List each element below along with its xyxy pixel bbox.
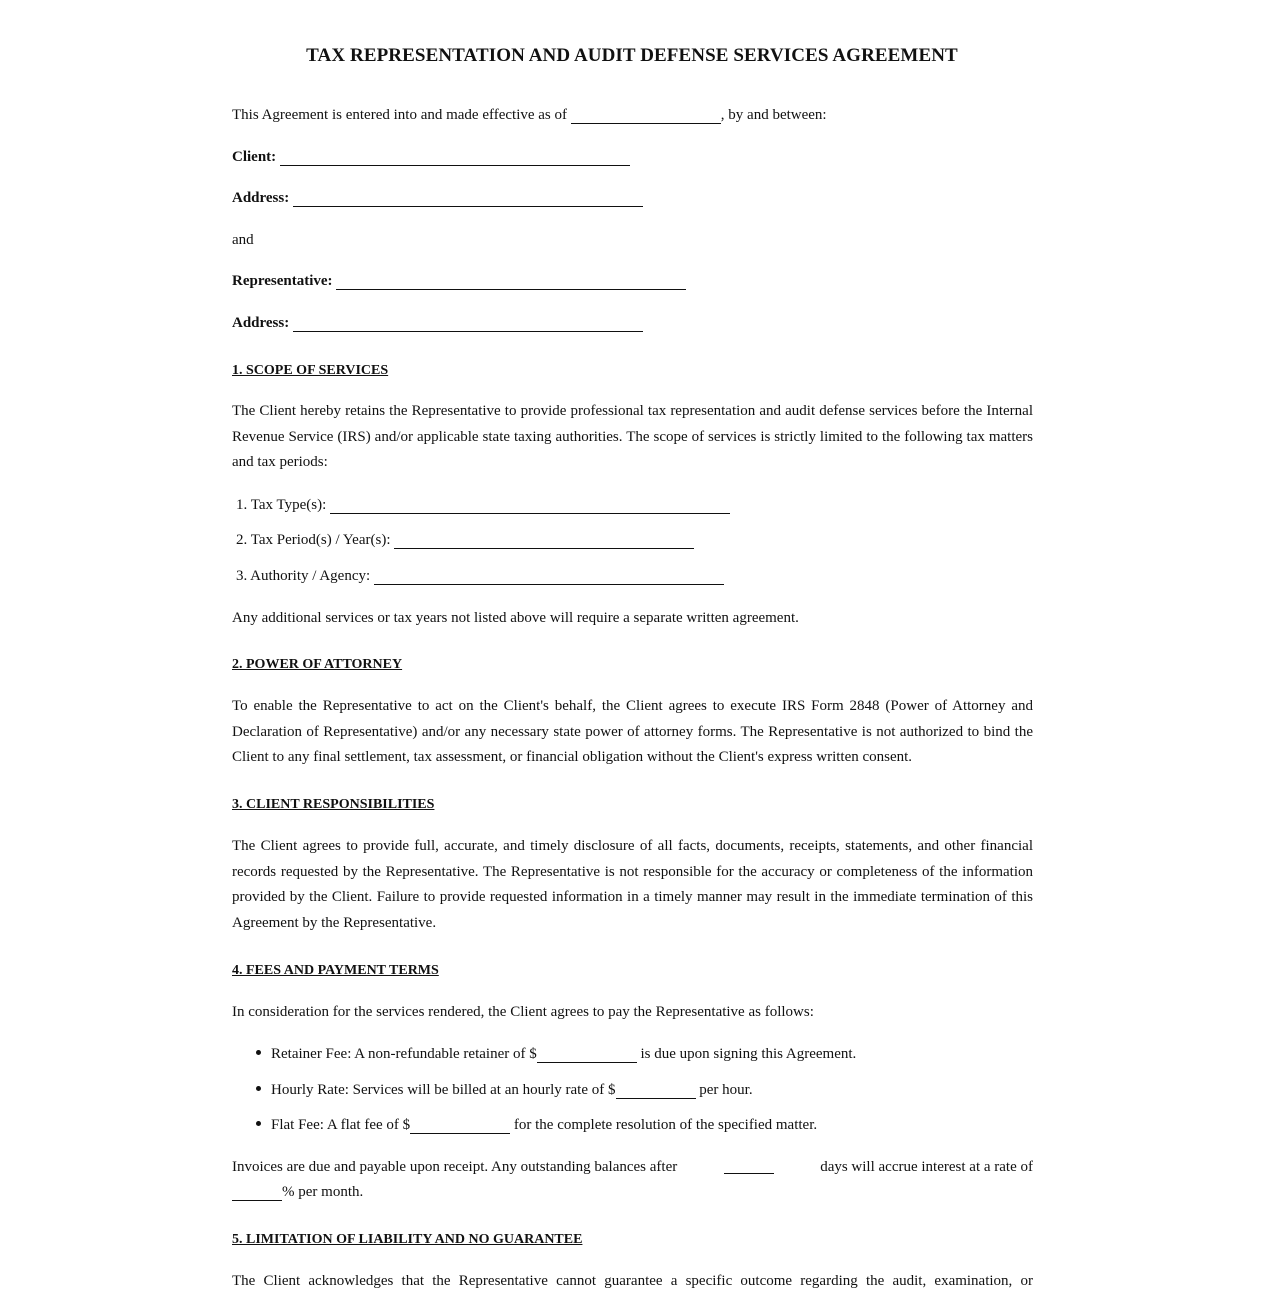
invoice-terms-text: Invoices are due and payable upon receipt. Any outstanding balances after <box>232 1159 678 1175</box>
representative-address-field[interactable] <box>293 315 643 332</box>
representative-line <box>232 271 686 291</box>
document-title: TAX REPRESENTATION AND AUDIT DEFENSE SERVICES AGREEMENT <box>306 45 958 66</box>
retainer-amount-field[interactable] <box>537 1046 637 1063</box>
representative-address-label: Address: <box>232 315 290 331</box>
invoice-terms-text-2: days will accrue interest at a rate of <box>820 1159 1033 1175</box>
list-item-tax-period <box>236 530 694 550</box>
list-item-label: 3. Authority / Agency: <box>236 568 371 584</box>
bullet-text: Hourly Rate: Services will be billed at an hourly rate of $ <box>271 1082 616 1098</box>
client-line <box>232 147 630 167</box>
bullet-flat-fee <box>256 1115 817 1135</box>
intro-line <box>232 105 827 125</box>
section-2-body: To enable the Representative to act on the Client's behalf, the Client agrees to execute IRS Form 2848 (Power of Attorney and Declaration of Representative) and/or any necessary state power of attorney forms. The Representative is not authorized to bind the Client to any final settlement, tax assessment, or financial obligation without the Client's express written consent. <box>232 698 1033 765</box>
tax-period-field[interactable] <box>394 532 694 549</box>
representative-label: Representative: <box>232 273 333 289</box>
section-5-body <box>232 1271 1033 1291</box>
client-label: Client: <box>232 149 277 165</box>
section-3-body: The Client agrees to provide full, accurate, and timely disclosure of all facts, documents, receipts, statements, and other financial records requested by the Representative. The Representative is not responsible for the accuracy or completeness of the information provided by the Client. Failure to provide requested information in a timely manner may result in the immediate termination of this Agreement by the Representative. <box>232 838 1033 931</box>
section-1-footer: Any additional services or tax years not listed above will require a separate written agreement. <box>232 610 799 626</box>
bullet-text-tail: for the complete resolution of the specified matter. <box>510 1117 818 1133</box>
intro-tail-text: , by and between: <box>720 107 827 123</box>
authority-field[interactable] <box>374 568 724 585</box>
list-item-label: 1. Tax Type(s): <box>236 497 327 513</box>
and-text: and <box>232 232 254 248</box>
section-4-body: In consideration for the services rendered, the Client agrees to pay the Representative as follows: <box>232 1004 814 1020</box>
section-1-body: The Client hereby retains the Representative to provide professional tax representation and audit defense services before the Internal Revenue Service (IRS) and/or applicable state taxing authorities. The scope of services is strictly limited to the following tax matters and tax periods: <box>232 403 1033 470</box>
tax-type-field[interactable] <box>330 497 730 514</box>
client-address-line <box>232 188 643 208</box>
intro-text: This Agreement is entered into and made effective as of <box>232 107 568 123</box>
bullet-retainer-fee <box>256 1044 856 1064</box>
invoice-terms-line-1 <box>232 1157 1033 1177</box>
bullet-text-tail: per hour. <box>695 1082 753 1098</box>
client-name-field[interactable] <box>280 149 630 166</box>
invoice-terms-text-3: % per month. <box>282 1184 364 1200</box>
client-address-field[interactable] <box>293 190 643 207</box>
bullet-hourly-rate <box>256 1080 753 1100</box>
section-5-text: The Client acknowledges that the Representative cannot guarantee a specific outcome regarding the audit, examination, or <box>232 1273 1033 1289</box>
bullet-icon <box>256 1050 261 1055</box>
list-item-authority <box>236 566 724 586</box>
flat-fee-field[interactable] <box>410 1117 510 1134</box>
bullet-text: Flat Fee: A flat fee of $ <box>271 1117 411 1133</box>
client-address-label: Address: <box>232 190 290 206</box>
days-field[interactable] <box>724 1157 774 1174</box>
representative-name-field[interactable] <box>336 273 686 290</box>
list-item-label: 2. Tax Period(s) / Year(s): <box>236 532 391 548</box>
hourly-rate-field[interactable] <box>616 1082 696 1099</box>
list-item-tax-type <box>236 495 730 515</box>
bullet-icon <box>256 1121 261 1126</box>
interest-rate-field[interactable] <box>232 1184 282 1201</box>
representative-address-line <box>232 313 643 333</box>
section-2-heading: 2. POWER OF ATTORNEY <box>232 657 403 672</box>
effective-date-field[interactable] <box>571 107 721 124</box>
invoice-terms-line-2 <box>232 1182 363 1202</box>
section-3-heading: 3. CLIENT RESPONSIBILITIES <box>232 797 435 812</box>
section-4-heading: 4. FEES AND PAYMENT TERMS <box>232 963 439 978</box>
bullet-text-tail: is due upon signing this Agreement. <box>636 1046 857 1062</box>
bullet-text: Retainer Fee: A non-refundable retainer of $ <box>271 1046 537 1062</box>
bullet-icon <box>256 1086 261 1091</box>
section-1-heading: 1. SCOPE OF SERVICES <box>232 363 389 378</box>
section-5-heading: 5. LIMITATION OF LIABILITY AND NO GUARANTEE <box>232 1232 583 1247</box>
